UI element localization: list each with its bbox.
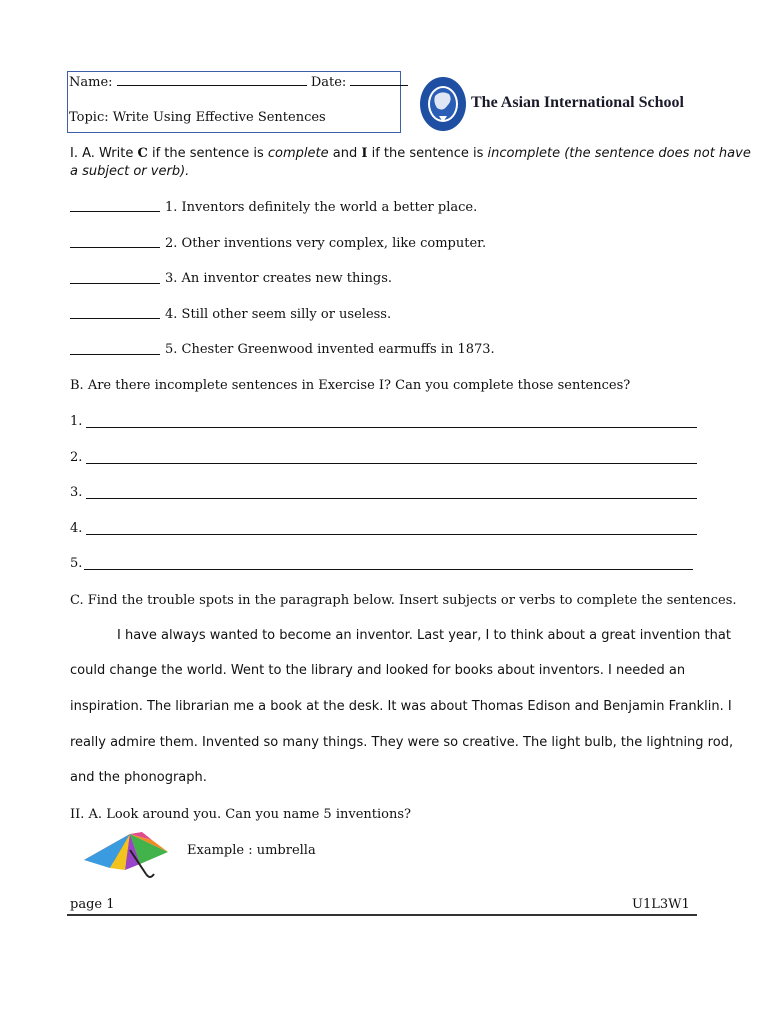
- paragraph-line-1: I have always wanted to become an inventor. Last year, I to think about a great invention that: [117, 628, 731, 643]
- write-line-5-number: 5.: [70, 556, 83, 571]
- instr-complete: complete: [267, 146, 329, 161]
- instr-prefix: I. A. Write: [70, 146, 138, 161]
- school-name: The Asian International School: [471, 94, 684, 111]
- paragraph-line-2: could change the world. Went to the library and looked for books about inventors. I needed an: [70, 663, 686, 678]
- instr-mid3: if the sentence is: [367, 146, 488, 161]
- date-blank[interactable]: [350, 75, 408, 86]
- sentence-item-1: 1. Inventors definitely the world a better place.: [165, 200, 478, 215]
- sentence-item-2: 2. Other inventions very complex, like computer.: [165, 236, 487, 251]
- sentence-item-3: 3. An inventor creates new things.: [165, 271, 393, 286]
- answer-blank-2[interactable]: [70, 247, 160, 248]
- paragraph-line-3: inspiration. The librarian me a book at the desk. It was about Thomas Edison and Benjamin Franklin. I: [70, 699, 732, 714]
- answer-blank-4[interactable]: [70, 318, 160, 319]
- sentence-item-4: 4. Still other seem silly or useless.: [165, 307, 392, 322]
- instr-i: I: [361, 146, 368, 161]
- name-label: Name:: [69, 75, 113, 90]
- name-field[interactable]: [69, 75, 408, 90]
- page-number: page 1: [70, 897, 115, 912]
- write-line-2[interactable]: [86, 463, 697, 464]
- umbrella-icon: [80, 830, 174, 882]
- write-line-2-number: 2.: [70, 450, 83, 465]
- paragraph-line-4: really admire them. Invented so many things. They were so creative. The light bulb, the lightning rod,: [70, 735, 734, 750]
- section-b-question: B. Are there incomplete sentences in Exercise I? Can you complete those sentences?: [70, 378, 631, 393]
- instr-incomplete-2: a subject or verb).: [70, 164, 190, 179]
- answer-blank-1[interactable]: [70, 211, 160, 212]
- write-line-3[interactable]: [86, 498, 697, 499]
- instr-incomplete-1: incomplete (the sentence does not have: [487, 146, 751, 161]
- topic-line: Topic: Write Using Effective Sentences: [69, 110, 326, 125]
- instr-c: C: [137, 146, 148, 161]
- section-c-instruction: C. Find the trouble spots in the paragraph below. Insert subjects or verbs to complete the sentences.: [70, 593, 737, 608]
- section-2a-question: II. A. Look around you. Can you name 5 inventions?: [70, 807, 412, 822]
- write-line-4[interactable]: [86, 534, 697, 535]
- write-line-3-number: 3.: [70, 485, 83, 500]
- worksheet-code: U1L3W1: [632, 897, 690, 912]
- paragraph-line-5: and the phonograph.: [70, 770, 207, 785]
- answer-blank-3[interactable]: [70, 283, 160, 284]
- school-logo-icon: [419, 76, 467, 132]
- section-1a-instruction: [70, 146, 751, 161]
- write-line-1[interactable]: [86, 427, 697, 428]
- name-blank[interactable]: [117, 75, 307, 86]
- write-line-1-number: 1.: [70, 414, 83, 429]
- write-line-5[interactable]: [84, 569, 693, 570]
- write-line-4-number: 4.: [70, 521, 83, 536]
- sentence-item-5: 5. Chester Greenwood invented earmuffs in 1873.: [165, 342, 495, 357]
- date-label: Date:: [310, 75, 347, 90]
- answer-blank-5[interactable]: [70, 354, 160, 355]
- instr-mid1: if the sentence is: [147, 146, 268, 161]
- instr-mid2: and: [328, 146, 362, 161]
- footer-rule: [67, 914, 697, 916]
- example-text: Example : umbrella: [187, 843, 316, 858]
